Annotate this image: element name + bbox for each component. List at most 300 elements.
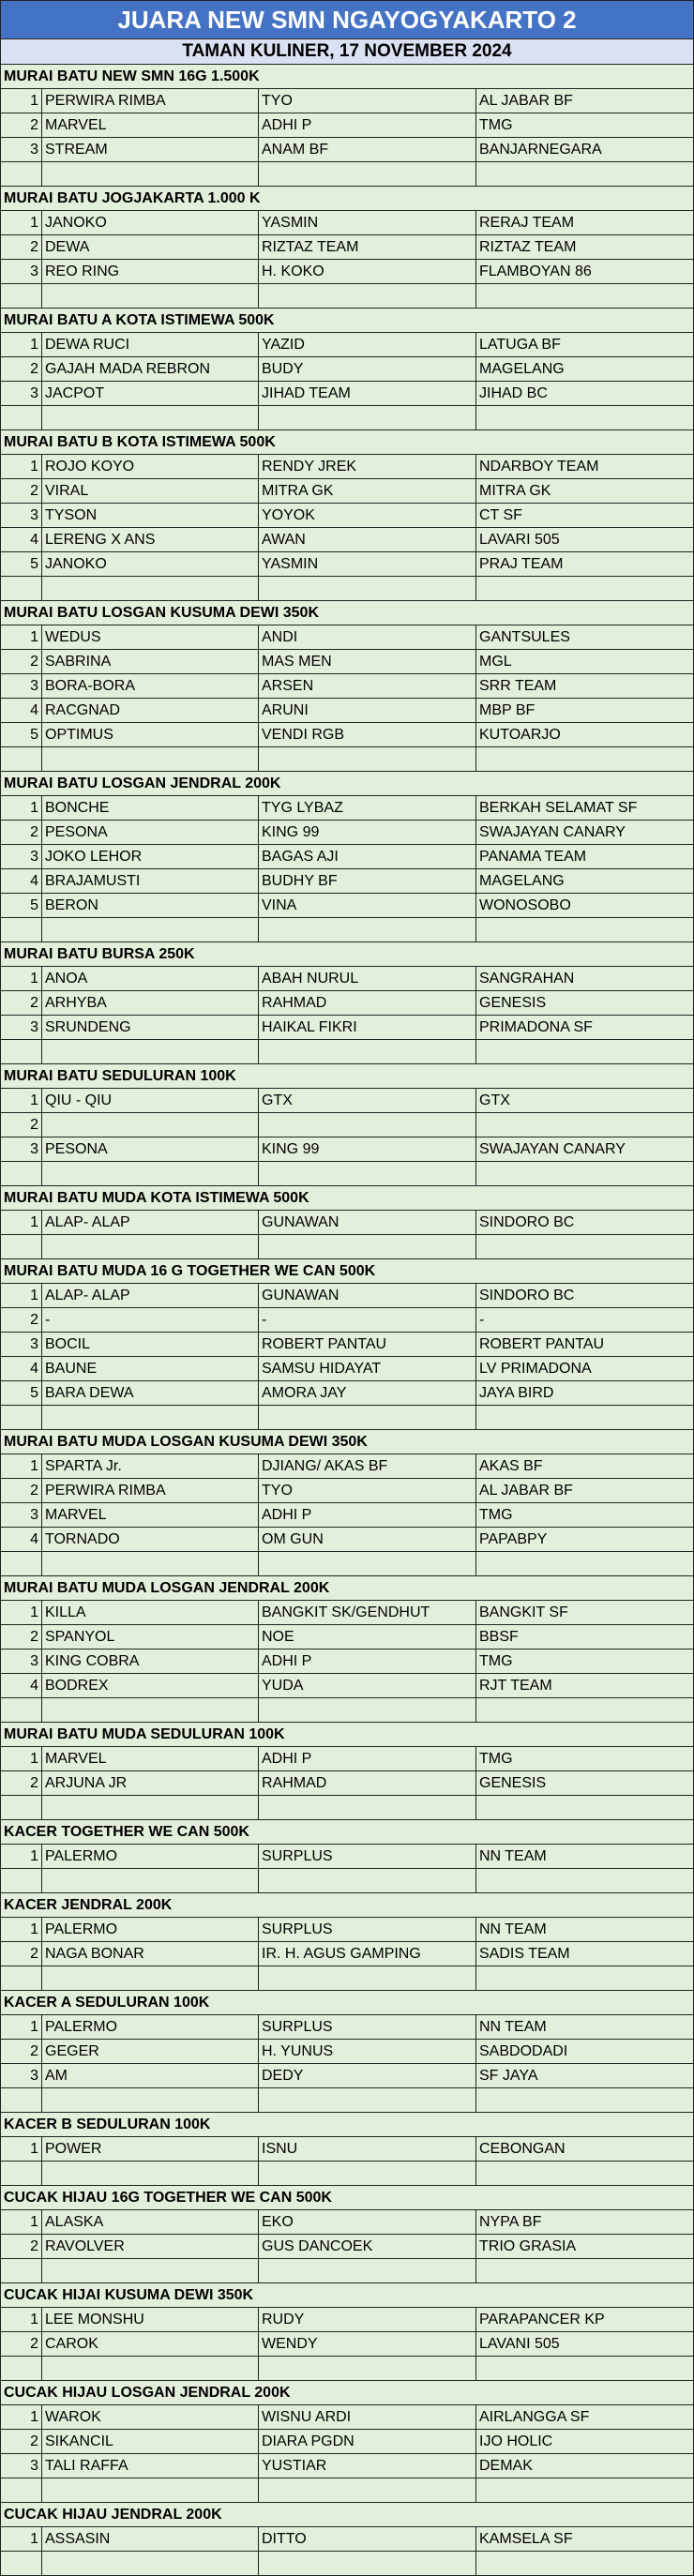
owner-cell (259, 1113, 476, 1137)
spacer-row (1, 406, 693, 430)
owner-cell: GUNAWAN (259, 1211, 476, 1234)
owner-cell: WISNU ARDI (259, 2405, 476, 2429)
table-row (1, 1333, 693, 1357)
category-title: MURAI BATU NEW SMN 16G 1.500K (1, 65, 693, 89)
bird-name-cell: ARHYBA (42, 991, 259, 1015)
rank-cell: 1 (1, 2308, 42, 2331)
team-cell: PANAMA TEAM (479, 849, 587, 865)
empty-cell (476, 1235, 693, 1258)
team-cell: WONOSOBO (479, 897, 571, 913)
team-cell: RJT TEAM (479, 1678, 552, 1694)
table-row (1, 1479, 693, 1503)
empty-cell (1, 747, 42, 771)
owner-cell: MAS MEN (259, 650, 476, 673)
team-cell: NDARBOY TEAM (479, 459, 599, 475)
table-row (1, 1113, 693, 1137)
category-title: KACER B SEDULURAN 100K (1, 2113, 693, 2137)
bird-name-cell: ALAP- ALAP (42, 1211, 259, 1234)
empty-cell (476, 2552, 693, 2575)
empty-cell (259, 2259, 476, 2282)
team-cell: DEMAK (479, 2458, 533, 2474)
rank-cell: 3 (1, 674, 42, 698)
empty-cell (259, 918, 476, 942)
team-cell: LAVARI 505 (479, 532, 560, 548)
rank-cell: 1 (1, 967, 42, 990)
bird-name-cell: PESONA (42, 821, 259, 844)
bird-name-cell: VIRAL (42, 479, 259, 503)
owner-cell: TYO (259, 1479, 476, 1502)
empty-cell (259, 1698, 476, 1722)
team-cell (476, 1113, 693, 1137)
table-row (1, 2210, 693, 2235)
table-row (1, 333, 693, 357)
owner-cell: ABAH NURUL (259, 967, 476, 990)
empty-cell (476, 2478, 693, 2502)
team-cell: AL JABAR BF (479, 93, 573, 109)
table-row (1, 2137, 693, 2162)
category-title: KACER TOGETHER WE CAN 500K (1, 1820, 693, 1845)
team-cell: MAGELANG (479, 873, 565, 889)
team-cell: LATUGA BF (479, 337, 561, 353)
bird-name-cell: MARVEL (42, 113, 259, 137)
team-cell: SANGRAHAN (479, 971, 575, 987)
bird-name-cell: ARJUNA JR (42, 1771, 259, 1795)
owner-cell: ARUNI (259, 699, 476, 722)
rank-cell: 2 (1, 2332, 42, 2356)
empty-cell (476, 1040, 693, 1063)
bird-name-cell: DEWA (42, 235, 259, 259)
category-title: MURAI BATU MUDA SEDULURAN 100K (1, 1723, 693, 1747)
team-cell: SINDORO BC (479, 1288, 575, 1303)
rank-cell: 5 (1, 723, 42, 746)
empty-cell (42, 2478, 259, 2502)
owner-cell: YAZID (259, 333, 476, 356)
empty-cell (1, 1235, 42, 1258)
category-title: MURAI BATU LOSGAN KUSUMA DEWI 350K (1, 601, 693, 625)
empty-cell (1, 1162, 42, 1185)
table-row (1, 1674, 693, 1698)
table-row (1, 991, 693, 1016)
empty-cell (42, 2357, 259, 2380)
rank-cell: 3 (1, 1137, 42, 1161)
table-row (1, 2308, 693, 2332)
rank-cell: 1 (1, 1918, 42, 1941)
empty-cell (476, 918, 693, 942)
empty-cell (42, 1869, 259, 1892)
bird-name-cell: BAUNE (42, 1357, 259, 1380)
owner-cell: MITRA GK (259, 479, 476, 503)
empty-cell (476, 1869, 693, 1892)
empty-cell (1, 1552, 42, 1575)
table-row (1, 674, 693, 699)
rank-cell: 1 (1, 89, 42, 113)
empty-cell (476, 577, 693, 600)
owner-cell: YOYOK (259, 504, 476, 527)
rank-cell: 3 (1, 2064, 42, 2087)
table-row (1, 625, 693, 650)
owner-cell: ARSEN (259, 674, 476, 698)
table-row (1, 479, 693, 504)
table-row (1, 723, 693, 747)
rank-cell: 4 (1, 869, 42, 893)
team-cell: LV PRIMADONA (479, 1361, 592, 1377)
table-row (1, 821, 693, 845)
category-title: CUCAK HIJAI KUSUMA DEWI 350K (1, 2283, 693, 2308)
spacer-row (1, 162, 693, 187)
rank-cell: 3 (1, 2454, 42, 2478)
bird-name-cell: JANOKO (42, 211, 259, 234)
empty-cell (42, 1162, 259, 1185)
spacer-row (1, 1406, 693, 1430)
team-cell: SINDORO BC (479, 1214, 575, 1230)
bird-name-cell: PERWIRA RIMBA (42, 1479, 259, 1502)
table-row (1, 1016, 693, 1040)
sheet-subtitle: TAMAN KULINER, 17 NOVEMBER 2024 (1, 39, 693, 65)
owner-cell: KING 99 (259, 821, 476, 844)
team-cell: BERKAH SELAMAT SF (479, 800, 638, 816)
team-cell: RERAJ TEAM (479, 215, 575, 231)
bird-name-cell: PERWIRA RIMBA (42, 89, 259, 113)
team-cell: IJO HOLIC (479, 2433, 553, 2449)
category-title: MURAI BATU JOGJAKARTA 1.000 K (1, 187, 693, 211)
empty-cell (1, 1796, 42, 1819)
table-row (1, 1089, 693, 1113)
table-row (1, 650, 693, 674)
team-cell: PRAJ TEAM (479, 556, 564, 572)
table-row (1, 1845, 693, 1869)
rank-cell: 1 (1, 1845, 42, 1868)
bird-name-cell: SRUNDENG (42, 1016, 259, 1039)
bird-name-cell: LEE MONSHU (42, 2308, 259, 2331)
empty-cell (1, 577, 42, 600)
spacer-row (1, 1552, 693, 1576)
bird-name-cell: SPANYOL (42, 1625, 259, 1649)
empty-cell (1, 2162, 42, 2185)
team-cell: GTX (479, 1092, 510, 1108)
empty-cell (259, 2162, 476, 2185)
rank-cell: 2 (1, 991, 42, 1015)
owner-cell: GUNAWAN (259, 1284, 476, 1307)
spacer-row (1, 2552, 693, 2576)
empty-cell (1, 406, 42, 429)
team-cell: AL JABAR BF (479, 1483, 573, 1499)
team-cell: PAPABPY (479, 1531, 548, 1547)
team-cell: NYPA BF (479, 2214, 542, 2230)
empty-cell (42, 1552, 259, 1575)
table-row (1, 894, 693, 918)
owner-cell: IR. H. AGUS GAMPING (259, 1942, 476, 1966)
spacer-row (1, 1698, 693, 1723)
table-row (1, 1625, 693, 1650)
owner-cell: ADHI P (259, 113, 476, 137)
bird-name-cell: JOKO LEHOR (42, 845, 259, 868)
empty-cell (42, 2259, 259, 2282)
owner-cell: BUDHY BF (259, 869, 476, 893)
table-row (1, 1601, 693, 1625)
owner-cell: RIZTAZ TEAM (259, 235, 476, 259)
bird-name-cell: TYSON (42, 504, 259, 527)
table-row (1, 2235, 693, 2259)
rank-cell: 1 (1, 625, 42, 649)
table-row (1, 1454, 693, 1479)
bird-name-cell: AM (42, 2064, 259, 2087)
table-row (1, 113, 693, 138)
team-cell: TMG (479, 1507, 513, 1523)
rank-cell: 1 (1, 796, 42, 820)
bird-name-cell: ALAP- ALAP (42, 1284, 259, 1307)
empty-cell (476, 1796, 693, 1819)
empty-cell (259, 284, 476, 308)
empty-cell (259, 1552, 476, 1575)
rank-cell: 4 (1, 1528, 42, 1551)
team-cell: TRIO GRASIA (479, 2238, 577, 2254)
rank-cell: 4 (1, 528, 42, 551)
table-row (1, 2064, 693, 2088)
bird-name-cell: OPTIMUS (42, 723, 259, 746)
empty-cell (1, 2259, 42, 2282)
rank-cell: 3 (1, 1650, 42, 1673)
empty-cell (259, 2088, 476, 2112)
owner-cell: YUDA (259, 1674, 476, 1697)
owner-cell: VENDI RGB (259, 723, 476, 746)
team-cell: AKAS BF (479, 1458, 543, 1474)
table-row (1, 1747, 693, 1771)
owner-cell: DITTO (259, 2527, 476, 2551)
owner-cell: TYO (259, 89, 476, 113)
bird-name-cell: STREAM (42, 138, 259, 161)
owner-cell: RAHMAD (259, 1771, 476, 1795)
empty-cell (259, 577, 476, 600)
categories-list (1, 65, 693, 2576)
table-row (1, 1650, 693, 1674)
empty-cell (476, 2162, 693, 2185)
rank-cell: 3 (1, 1016, 42, 1039)
category-title: KACER JENDRAL 200K (1, 1893, 693, 1918)
spacer-row (1, 2162, 693, 2186)
team-cell: - (479, 1312, 485, 1328)
rank-cell: 2 (1, 650, 42, 673)
owner-cell: ADHI P (259, 1747, 476, 1770)
owner-cell: BUDY (259, 357, 476, 381)
owner-cell: WENDY (259, 2332, 476, 2356)
owner-cell: BAGAS AJI (259, 845, 476, 868)
bird-name-cell (42, 1113, 259, 1137)
table-row (1, 455, 693, 479)
owner-cell: RAHMAD (259, 991, 476, 1015)
bird-name-cell: GEGER (42, 2040, 259, 2063)
owner-cell: - (259, 1308, 476, 1332)
owner-cell: KING 99 (259, 1137, 476, 1161)
table-row (1, 552, 693, 577)
empty-cell (259, 1869, 476, 1892)
owner-cell: H. KOKO (259, 260, 476, 283)
table-row (1, 528, 693, 552)
bird-name-cell: KILLA (42, 1601, 259, 1624)
owner-cell: SURPLUS (259, 1918, 476, 1941)
rank-cell: 2 (1, 1308, 42, 1332)
category-title: MURAI BATU BURSA 250K (1, 942, 693, 967)
empty-cell (259, 1796, 476, 1819)
empty-cell (259, 2357, 476, 2380)
bird-name-cell: PALERMO (42, 1918, 259, 1941)
bird-name-cell: JACPOT (42, 382, 259, 405)
owner-cell: VINA (259, 894, 476, 917)
owner-cell: YASMIN (259, 211, 476, 234)
bird-name-cell: WAROK (42, 2405, 259, 2429)
bird-name-cell: MARVEL (42, 1503, 259, 1527)
bird-name-cell: LERENG X ANS (42, 528, 259, 551)
empty-cell (259, 1966, 476, 1990)
team-cell: NN TEAM (479, 2019, 547, 2035)
rank-cell: 2 (1, 821, 42, 844)
team-cell: CT SF (479, 507, 522, 523)
rank-cell: 2 (1, 357, 42, 381)
bird-name-cell: DEWA RUCI (42, 333, 259, 356)
team-cell: SWAJAYAN CANARY (479, 1141, 626, 1157)
rank-cell: 1 (1, 2137, 42, 2161)
empty-cell (476, 1552, 693, 1575)
table-row (1, 357, 693, 382)
empty-cell (42, 1406, 259, 1429)
rank-cell: 1 (1, 1284, 42, 1307)
owner-cell: NOE (259, 1625, 476, 1649)
empty-cell (476, 406, 693, 429)
table-row (1, 1381, 693, 1406)
team-cell: GANTSULES (479, 629, 570, 645)
bird-name-cell: JANOKO (42, 552, 259, 576)
team-cell: JAYA BIRD (479, 1385, 554, 1401)
table-row (1, 1503, 693, 1528)
team-cell: SRR TEAM (479, 678, 557, 694)
bird-name-cell: WEDUS (42, 625, 259, 649)
table-row (1, 2040, 693, 2064)
team-cell: KAMSELA SF (479, 2531, 573, 2547)
owner-cell: GUS DANCOEK (259, 2235, 476, 2258)
bird-name-cell: PALERMO (42, 2015, 259, 2039)
table-row (1, 1137, 693, 1162)
empty-cell (476, 162, 693, 186)
bird-name-cell: SPARTA Jr. (42, 1454, 259, 1478)
bird-name-cell: BOCIL (42, 1333, 259, 1356)
owner-cell: ROBERT PANTAU (259, 1333, 476, 1356)
table-row (1, 89, 693, 113)
rank-cell: 3 (1, 845, 42, 868)
spacer-row (1, 1040, 693, 1064)
owner-cell: ANAM BF (259, 138, 476, 161)
spacer-row (1, 284, 693, 309)
rank-cell: 2 (1, 1625, 42, 1649)
empty-cell (259, 162, 476, 186)
rank-cell: 1 (1, 2527, 42, 2551)
bird-name-cell: NAGA BONAR (42, 1942, 259, 1966)
bird-name-cell: ASSASIN (42, 2527, 259, 2551)
empty-cell (1, 1698, 42, 1722)
empty-cell (42, 1040, 259, 1063)
owner-cell: GTX (259, 1089, 476, 1112)
team-cell: TMG (479, 1751, 513, 1767)
owner-cell: DIARA PGDN (259, 2430, 476, 2453)
owner-cell: RUDY (259, 2308, 476, 2331)
table-row (1, 2015, 693, 2040)
spacer-row (1, 2357, 693, 2381)
owner-cell: EKO (259, 2210, 476, 2234)
rank-cell: 1 (1, 2405, 42, 2429)
empty-cell (476, 2088, 693, 2112)
bird-name-cell: TALI RAFFA (42, 2454, 259, 2478)
table-row (1, 382, 693, 406)
rank-cell: 2 (1, 235, 42, 259)
empty-cell (259, 1235, 476, 1258)
category-title: MURAI BATU MUDA 16 G TOGETHER WE CAN 500K (1, 1259, 693, 1284)
empty-cell (259, 406, 476, 429)
empty-cell (1, 1406, 42, 1429)
table-row (1, 796, 693, 821)
team-cell: GENESIS (479, 995, 547, 1011)
team-cell: MBP BF (479, 702, 536, 718)
empty-cell (42, 2162, 259, 2185)
owner-cell: TYG LYBAZ (259, 796, 476, 820)
empty-cell (42, 162, 259, 186)
rank-cell: 2 (1, 2235, 42, 2258)
owner-cell: ANDI (259, 625, 476, 649)
rank-cell: 4 (1, 1674, 42, 1697)
empty-cell (1, 2478, 42, 2502)
team-cell: MITRA GK (479, 483, 551, 499)
empty-cell (476, 1698, 693, 1722)
rank-cell: 2 (1, 2040, 42, 2063)
bird-name-cell: BARA DEWA (42, 1381, 259, 1405)
empty-cell (42, 406, 259, 429)
rank-cell: 1 (1, 1089, 42, 1112)
empty-cell (42, 284, 259, 308)
spacer-row (1, 1162, 693, 1186)
rank-cell: 2 (1, 2430, 42, 2453)
empty-cell (42, 1966, 259, 1990)
empty-cell (42, 1235, 259, 1258)
rank-cell: 1 (1, 2210, 42, 2234)
table-row (1, 2454, 693, 2478)
bird-name-cell: BRAJAMUSTI (42, 869, 259, 893)
spacer-row (1, 1235, 693, 1259)
team-cell: FLAMBOYAN 86 (479, 264, 592, 279)
team-cell: PARAPANCER KP (479, 2312, 605, 2327)
table-row (1, 211, 693, 235)
team-cell: AIRLANGGA SF (479, 2409, 590, 2425)
team-cell: NN TEAM (479, 1848, 547, 1864)
table-row (1, 1284, 693, 1308)
table-row (1, 1918, 693, 1942)
spacer-row (1, 2478, 693, 2503)
rank-cell: 3 (1, 138, 42, 161)
rank-cell: 4 (1, 1357, 42, 1380)
bird-name-cell: BERON (42, 894, 259, 917)
bird-name-cell: SIKANCIL (42, 2430, 259, 2453)
category-title: MURAI BATU MUDA LOSGAN KUSUMA DEWI 350K (1, 1430, 693, 1454)
empty-cell (42, 2088, 259, 2112)
rank-cell: 3 (1, 260, 42, 283)
spacer-row (1, 1796, 693, 1820)
owner-cell: AMORA JAY (259, 1381, 476, 1405)
table-row (1, 235, 693, 260)
team-cell: GENESIS (479, 1775, 547, 1791)
sheet-title: JUARA NEW SMN NGAYOGYAKARTO 2 (1, 1, 693, 39)
empty-cell (1, 1040, 42, 1063)
rank-cell: 1 (1, 1601, 42, 1624)
team-cell: BANGKIT SF (479, 1604, 568, 1620)
bird-name-cell: - (42, 1308, 259, 1332)
owner-cell: DEDY (259, 2064, 476, 2087)
empty-cell (1, 2357, 42, 2380)
